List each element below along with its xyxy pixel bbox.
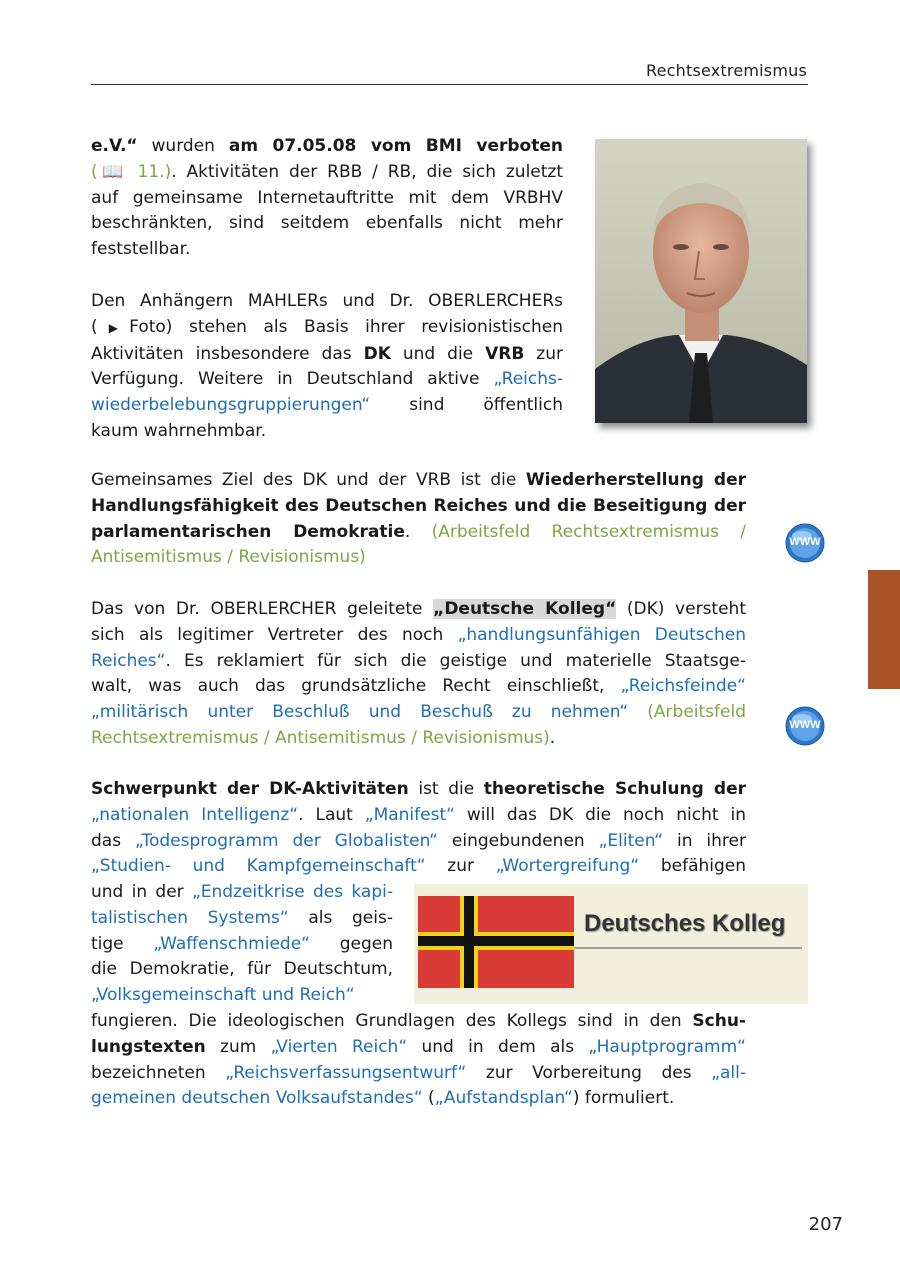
p5-text: und in dem als [407,1036,589,1057]
p5-quote: „Waffenschmiede“ [153,933,310,954]
p5-bold: Schu- [692,1011,746,1031]
p5-text: eingebundenen [437,830,599,851]
p4-text: walt, was auch das grundsätzliche Recht einschließt, [91,676,621,697]
p5-text: ( [422,1088,435,1109]
p2-bold-dk: DK [363,343,391,364]
p4-line-1 [91,597,746,623]
p4-line-3 [91,649,746,675]
p1-reference-link[interactable]: (📖 11.) [91,161,172,182]
running-header: Rechtsextremismus [646,61,807,80]
p4-line-4 [91,674,746,700]
p3-topic-link[interactable]: (Arbeitsfeld Rechtsextremismus / [431,521,747,542]
p4-topic-link[interactable]: (Arbeitsfeld [628,702,746,723]
p4-text: . [549,727,556,748]
p1-text: wurden [137,136,229,156]
p5-quote: talistischen Systems“ [91,907,289,928]
p5-text: in ihrer [663,830,746,851]
p3-text: Gemeinsames Ziel des DK und der VRB ist die [91,470,526,490]
p1-bold-ban: am 07.05.08 vom BMI verboten [228,136,563,156]
p5-text: zum [205,1036,271,1057]
p1-line-1 [91,134,563,160]
p2-text: sind öffentlich [370,395,563,416]
header-rule [91,84,808,85]
p5-text: als geis- [288,907,393,928]
p2-paren: ( [91,316,98,337]
www-icon-label: WWW [789,719,821,731]
p5-quote: „Endzeitkrise des kapi- [191,882,393,902]
portrait-photo [595,139,807,423]
chapter-tab-marker [868,570,900,689]
p2-text: Verfügung. Weitere in Deutschland aktive [91,369,494,390]
p5-quote: „Hauptprogramm“ [588,1036,746,1057]
p5-text: ist die [408,779,484,799]
p5-line-13 [91,1086,746,1112]
p5-line-7 [91,932,393,958]
p4-text: sich als legitimer Vertreter des noch [91,624,458,645]
paragraph-3 [91,468,746,571]
p2-bold-vrb: VRB [485,343,525,364]
paragraph-5-narrow [91,880,393,1009]
p5-text: befähigen [639,856,747,877]
p3-line-3 [91,520,746,546]
p3-bold: Handlungsfähigkeit des Deutschen Reiches und die Beseitigung der [91,495,746,516]
p3-line-4 [91,545,746,571]
p5-line-5 [91,880,393,906]
p4-topic-link[interactable]: Rechtsextremismus / Antisemitismus / Revisionismus) [91,727,550,748]
p5-text: will das DK die noch nicht in [454,804,746,825]
p5-line-3 [91,829,746,855]
p2-line-5 [91,393,563,419]
flag-illustration [414,884,808,1004]
p4-quote: Reiches“ [91,650,166,671]
paragraph-5-bottom [91,1009,746,1112]
p5-line-9 [91,983,393,1009]
p5-quote: „Vierten Reich“ [270,1036,408,1057]
p4-text: (DK) versteht [616,599,746,619]
p4-quote: „handlungsunfähigen Deutschen [457,624,747,645]
p2-quote: wiederbelebungsgruppierungen“ [91,395,371,416]
p5-line-10 [91,1009,746,1035]
p2-line-2 [91,315,563,342]
p2-text: Aktivitäten insbesondere das [91,343,364,364]
p5-line-6 [91,906,393,932]
p3-line-1 [91,468,746,494]
p2-text: Foto) stehen als Basis ihrer revisionistischen [129,316,563,337]
p4-line-2 [91,623,746,649]
p3-text: . [404,521,432,542]
p2-line-1: Den Anhängern MAHLERs und Dr. OBERLERCHERs [91,291,563,311]
p1-line-2 [91,160,563,186]
p5-text: gegen [309,933,393,954]
p5-quote: „Volksgemeinschaft und Reich“ [91,985,355,1006]
p4-highlight-dk: „Deutsche Kolleg“ [433,599,617,619]
p5-quote: „Eliten“ [598,830,664,851]
p5-bold: theoretische Schulung der [483,779,746,799]
p4-text: Das von Dr. OBERLERCHER geleitete [91,599,434,619]
p3-bold: parlamentarischen Demokratie [91,521,405,542]
p2-text: und die [390,343,486,364]
p2-text: zur [524,343,563,364]
p4-quote: „Reichsfeinde“ [620,676,746,697]
paragraph-5-top [91,777,746,880]
p5-text: bezeichneten [91,1062,226,1083]
p3-line-2 [91,494,746,520]
p4-quote: „militärisch unter Beschluß und Beschuß zu nehmen“ [91,702,629,723]
p1-line-5: feststellbar. [91,239,191,260]
www-globe-icon[interactable] [785,523,825,563]
p4-line-5 [91,700,746,726]
p5-quote: „Manifest“ [364,804,455,825]
logo-title: Deutsches Kolleg [584,910,786,937]
p2-line-3 [91,342,563,368]
p5-line-2 [91,803,746,829]
p5-line-8: die Demokratie, für Deutschtum, [91,959,393,980]
deutsches-kolleg-logo [414,884,808,1004]
triangle-right-icon: ▶ [97,320,130,335]
p5-text: . Laut [298,804,365,825]
p1-bold-ev: e.V.“ [91,136,138,156]
paragraph-2 [91,289,563,445]
p5-text: zur [425,856,496,877]
p1-text: . Aktivitäten der RBB / RB, die sich zuletzt [171,161,564,182]
p3-topic-link[interactable]: Antisemitismus / Revisionismus) [91,547,366,568]
paragraph-1 [91,134,563,263]
p5-line-4 [91,854,746,880]
p5-quote: gemeinen deutschen Volksaufstandes“ [91,1088,423,1109]
p5-line-1 [91,777,746,803]
p5-bold: Schwerpunkt der DK-Aktivitäten [91,779,409,799]
p3-bold: Wiederherstellung der [525,470,746,490]
p4-text: . Es reklamiert für sich die geistige und materielle Staatsge- [165,650,746,671]
www-icon-label: WWW [789,536,821,548]
p5-text: ) formuliert. [572,1088,675,1109]
p5-bold: lungstexten [91,1036,206,1057]
p5-quote: „Wortergreifung“ [495,856,640,877]
page-number: 207 [808,1214,843,1235]
p5-quote: „Todesprogramm der Globalisten“ [135,830,438,851]
p5-quote: „Reichsverfassungsentwurf“ [225,1062,467,1083]
p5-text: und in der [91,882,192,902]
p4-line-6 [91,726,746,752]
p5-quote: „nationalen Intelligenz“ [91,804,299,825]
p5-line-12 [91,1061,746,1087]
p1-line-4: beschränkten, sind seitdem ebenfalls nicht mehr [91,213,563,234]
p5-text: tige [91,933,154,954]
p5-quote: „Studien- und Kampfgemeinschaft“ [91,856,426,877]
p5-text: zur Vorbereitung des [466,1062,712,1083]
p2-quote: „Reichs- [493,369,563,390]
www-globe-icon[interactable] [785,706,825,746]
p2-line-4 [91,367,563,393]
p1-line-3: auf gemeinsame Internetauftritte mit dem VRBHV [91,187,563,208]
p5-quote: „Aufstandsplan“ [434,1088,573,1109]
p5-text: fungieren. Die ideologischen Grundlagen des Kollegs sind in den [91,1011,693,1031]
p5-line-11 [91,1035,746,1061]
paragraph-4 [91,597,746,752]
p2-line-6: kaum wahrnehmbar. [91,420,267,441]
portrait-illustration [595,139,807,423]
p5-quote: „all- [711,1062,746,1083]
p5-text: das [91,830,135,851]
